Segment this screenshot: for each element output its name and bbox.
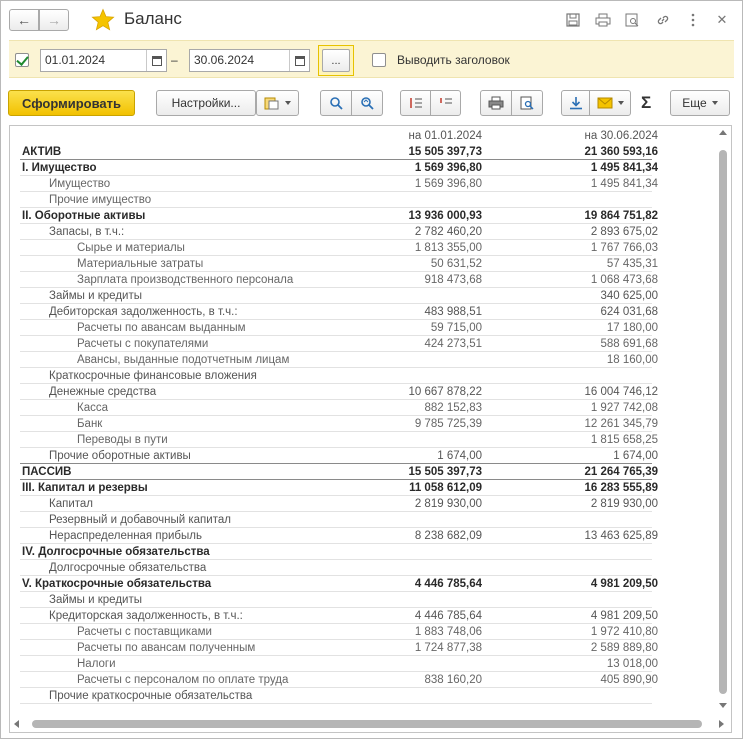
- row-label: АКТИВ: [22, 146, 62, 158]
- table-row[interactable]: [20, 512, 652, 528]
- row-value-start: 424 273,51: [424, 338, 482, 350]
- table-row[interactable]: [20, 304, 658, 320]
- row-label: Сырье и материалы: [77, 242, 185, 254]
- row-value-end: 1 068 473,68: [590, 274, 658, 286]
- scroll-up-icon[interactable]: [719, 130, 727, 135]
- print-preview-button[interactable]: [511, 90, 543, 116]
- settings-label: Настройки...: [171, 96, 241, 110]
- row-value-end: 13 463 625,89: [584, 530, 658, 542]
- row-label: Материальные затраты: [77, 258, 204, 270]
- report-variant-icon: [264, 96, 280, 110]
- table-row[interactable]: [20, 672, 658, 688]
- show-header-checkbox[interactable]: [372, 53, 386, 67]
- send-email-button[interactable]: [589, 90, 631, 116]
- table-row[interactable]: [20, 336, 658, 352]
- table-row[interactable]: [20, 288, 658, 304]
- row-value-start: 15 505 397,73: [408, 146, 482, 158]
- row-value-end: 624 031,68: [600, 306, 658, 318]
- report-spreadsheet[interactable]: [9, 125, 732, 733]
- row-label: Налоги: [77, 658, 116, 670]
- row-value-end: 1 815 658,25: [590, 434, 658, 446]
- sum-icon[interactable]: Σ: [641, 93, 652, 112]
- report-sheet: [10, 126, 710, 710]
- title-bar: [1, 1, 742, 39]
- row-label: Расчеты по авансам выданным: [77, 322, 246, 334]
- save-file-button[interactable]: [561, 90, 590, 116]
- row-value-start: 483 988,51: [424, 306, 482, 318]
- more-actions-label: Еще: [682, 96, 707, 110]
- close-icon[interactable]: ✕: [716, 12, 728, 27]
- row-label: Банк: [77, 418, 103, 430]
- row-value-end: 16 004 746,12: [584, 386, 658, 398]
- row-value-end: 17 180,00: [606, 322, 658, 334]
- row-value-end: 2 819 930,00: [590, 498, 658, 510]
- envelope-icon: [597, 97, 613, 109]
- row-value-end: 21 360 593,16: [584, 146, 658, 158]
- row-value-end: 4 981 209,50: [590, 610, 658, 622]
- row-label: Кредиторская задолженность, в т.ч.:: [49, 610, 243, 622]
- show-header-label: Выводить заголовок: [397, 53, 510, 67]
- row-value-end: 588 691,68: [600, 338, 658, 350]
- row-value-end: 19 864 751,82: [584, 210, 658, 222]
- expand-groups-button[interactable]: [400, 90, 431, 116]
- download-icon: [569, 96, 583, 110]
- row-label: III. Капитал и резервы: [22, 482, 148, 494]
- vertical-scrollbar[interactable]: [716, 128, 730, 710]
- row-label: Прочие краткосрочные обязательства: [49, 690, 253, 702]
- table-row[interactable]: [20, 320, 658, 336]
- table-row[interactable]: [20, 400, 658, 416]
- table-row[interactable]: [20, 176, 658, 192]
- table-row[interactable]: [20, 208, 658, 224]
- row-value-start: 882 152,83: [424, 402, 482, 414]
- date-from-calendar-button[interactable]: [146, 50, 166, 71]
- back-button[interactable]: [9, 9, 39, 31]
- row-label: Расчеты по авансам полученным: [77, 642, 256, 654]
- row-label: Резервный и добавочный капитал: [49, 514, 231, 526]
- horizontal-scrollbar[interactable]: [12, 717, 712, 731]
- table-row[interactable]: [20, 384, 658, 400]
- select-period-button[interactable]: [318, 45, 354, 76]
- variant-dropdown-button[interactable]: [256, 90, 299, 116]
- scroll-down-icon[interactable]: [719, 703, 727, 708]
- table-row[interactable]: [20, 576, 658, 592]
- row-value-end: 16 283 555,89: [584, 482, 658, 494]
- row-value-start: 1 724 877,38: [414, 642, 482, 654]
- table-row[interactable]: [20, 480, 658, 496]
- row-value-end: 18 160,00: [606, 354, 658, 366]
- column-header-end: на 30.06.2024: [584, 130, 658, 142]
- table-row[interactable]: [20, 416, 658, 432]
- row-label: Переводы в пути: [77, 434, 168, 446]
- find-next-button[interactable]: [351, 90, 383, 116]
- row-label: Расчеты с поставщиками: [77, 626, 212, 638]
- row-label: Дебиторская задолженность, в т.ч.:: [49, 306, 238, 318]
- row-label: Займы и кредиты: [49, 594, 142, 606]
- arrow-right-icon: →: [47, 12, 61, 28]
- row-label: V. Краткосрочные обязательства: [22, 578, 212, 590]
- date-to-value: 30.06.2024: [194, 53, 255, 67]
- row-value-start: 2 819 930,00: [414, 498, 482, 510]
- row-label: Прочие оборотные активы: [49, 450, 191, 462]
- collapse-all-icon: [439, 96, 453, 110]
- table-row[interactable]: [20, 352, 658, 368]
- row-value-end: 1 495 841,34: [590, 162, 658, 174]
- row-value-end: 12 261 345,79: [584, 418, 658, 430]
- row-value-end: 2 589 889,80: [590, 642, 658, 654]
- row-label: I. Имущество: [22, 162, 97, 174]
- table-row[interactable]: [20, 528, 658, 544]
- find-button[interactable]: [320, 90, 352, 116]
- row-value-end: 340 625,00: [600, 290, 658, 302]
- table-row[interactable]: [20, 144, 658, 160]
- table-row[interactable]: [20, 448, 658, 464]
- calendar-icon: [295, 56, 305, 66]
- table-row[interactable]: [20, 240, 658, 256]
- row-value-start: 10 667 878,22: [408, 386, 482, 398]
- row-label: Расчеты с покупателями: [77, 338, 209, 350]
- row-value-start: 918 473,68: [424, 274, 482, 286]
- date-from-value: 01.01.2024: [45, 53, 106, 67]
- row-label: Прочие имущество: [49, 194, 152, 206]
- report-grid: [20, 126, 658, 704]
- print-icon[interactable]: [594, 11, 612, 29]
- table-row[interactable]: [20, 496, 658, 512]
- expand-all-icon: [409, 96, 423, 110]
- row-value-end: 405 890,90: [600, 674, 658, 686]
- row-value-start: 2 782 460,20: [414, 226, 482, 238]
- table-row[interactable]: [20, 592, 652, 608]
- generate-button[interactable]: Сформировать: [8, 90, 135, 116]
- collapse-groups-button[interactable]: [430, 90, 461, 116]
- table-row[interactable]: [20, 192, 652, 208]
- row-label: Капитал: [49, 498, 93, 510]
- settings-button[interactable]: [156, 90, 256, 116]
- row-value-start: 8 238 682,09: [414, 530, 482, 542]
- row-value-end: 1 972 410,80: [590, 626, 658, 638]
- scroll-left-icon[interactable]: [14, 720, 19, 728]
- table-row[interactable]: [20, 560, 652, 576]
- date-range-dash: –: [171, 53, 178, 67]
- date-from-field[interactable]: [40, 49, 167, 72]
- row-label: Зарплата производственного персонала: [77, 274, 294, 286]
- row-value-start: 1 883 748,06: [414, 626, 482, 638]
- row-value-start: 4 446 785,64: [414, 610, 482, 622]
- row-value-start: 1 569 396,80: [414, 178, 482, 190]
- table-row[interactable]: [20, 432, 658, 448]
- vertical-scroll-thumb[interactable]: [719, 150, 727, 694]
- table-row[interactable]: [20, 656, 658, 672]
- row-value-start: 15 505 397,73: [408, 466, 482, 478]
- preview-icon[interactable]: [623, 11, 641, 29]
- row-value-end: 13 018,00: [606, 658, 658, 670]
- row-label: Запасы, в т.ч.:: [49, 226, 125, 238]
- table-row[interactable]: [20, 256, 658, 272]
- search-icon: [329, 96, 343, 110]
- row-value-start: 9 785 725,39: [414, 418, 482, 430]
- row-label: Расчеты с персоналом по оплате труда: [77, 674, 289, 686]
- row-value-end: 1 495 841,34: [590, 178, 658, 190]
- date-to-field[interactable]: [189, 49, 310, 72]
- calendar-icon: [152, 56, 162, 66]
- print-preview-icon: [520, 96, 534, 110]
- table-row[interactable]: [20, 224, 658, 240]
- table-row[interactable]: [20, 368, 652, 384]
- row-label: Касса: [77, 402, 108, 414]
- table-row[interactable]: [20, 544, 652, 560]
- window-title: Баланс: [124, 9, 182, 28]
- row-value-end: 4 981 209,50: [590, 578, 658, 590]
- row-value-start: 13 936 000,93: [408, 210, 482, 222]
- row-value-end: 21 264 765,39: [584, 466, 658, 478]
- row-value-end: 1 767 766,03: [590, 242, 658, 254]
- table-row[interactable]: [20, 272, 658, 288]
- horizontal-scroll-thumb[interactable]: [32, 720, 702, 728]
- row-label: Авансы, выданные подотчетным лицам: [77, 354, 290, 366]
- more-actions-button[interactable]: [670, 90, 730, 116]
- row-label: Займы и кредиты: [49, 290, 142, 302]
- row-value-start: 50 631,52: [430, 258, 482, 270]
- save-icon[interactable]: [564, 11, 582, 29]
- print-button[interactable]: [480, 90, 512, 116]
- period-filter-panel: [9, 40, 734, 78]
- search-next-icon: [360, 96, 374, 110]
- row-value-end: 1 927 742,08: [590, 402, 658, 414]
- table-row[interactable]: [20, 464, 658, 480]
- row-label: II. Оборотные активы: [22, 210, 146, 222]
- row-value-end: 1 674,00: [613, 450, 658, 462]
- row-value-start: 1 813 355,00: [414, 242, 482, 254]
- scroll-right-icon[interactable]: [719, 720, 724, 728]
- arrow-left-icon: ←: [17, 12, 31, 28]
- column-header-start: на 01.01.2024: [408, 130, 482, 142]
- table-row[interactable]: [20, 608, 658, 624]
- select-period-label: ...: [322, 49, 350, 72]
- row-label: IV. Долгосрочные обязательства: [22, 546, 210, 558]
- link-icon[interactable]: [654, 11, 672, 29]
- row-value-start: 838 160,20: [424, 674, 482, 686]
- table-row[interactable]: [20, 624, 658, 640]
- row-value-start: 1 674,00: [437, 450, 482, 462]
- row-value-start: 4 446 785,64: [414, 578, 482, 590]
- row-value-end: 2 893 675,02: [590, 226, 658, 238]
- chevron-down-icon: [285, 101, 291, 105]
- column-headers: [20, 128, 658, 144]
- chevron-down-icon: [618, 101, 624, 105]
- row-label: Нераспределенная прибыль: [49, 530, 202, 542]
- chevron-down-icon: [712, 101, 718, 105]
- favorite-star-icon[interactable]: [91, 8, 115, 32]
- table-row[interactable]: [20, 688, 652, 704]
- printer-icon: [488, 96, 504, 110]
- table-row[interactable]: [20, 640, 658, 656]
- row-label: Денежные средства: [49, 386, 157, 398]
- more-vertical-icon[interactable]: [684, 11, 702, 29]
- row-value-end: 57 435,31: [606, 258, 658, 270]
- forward-button[interactable]: [39, 9, 69, 31]
- row-label: Краткосрочные финансовые вложения: [49, 370, 257, 382]
- row-label: Имущество: [49, 178, 111, 190]
- table-row[interactable]: [20, 160, 658, 176]
- row-value-start: 1 569 396,80: [414, 162, 482, 174]
- row-label: Долгосрочные обязательства: [49, 562, 207, 574]
- row-value-start: 11 058 612,09: [409, 482, 482, 494]
- row-label: ПАССИВ: [22, 466, 72, 478]
- date-to-calendar-button[interactable]: [289, 50, 309, 71]
- row-value-start: 59 715,00: [430, 322, 482, 334]
- period-checkbox[interactable]: [15, 53, 29, 67]
